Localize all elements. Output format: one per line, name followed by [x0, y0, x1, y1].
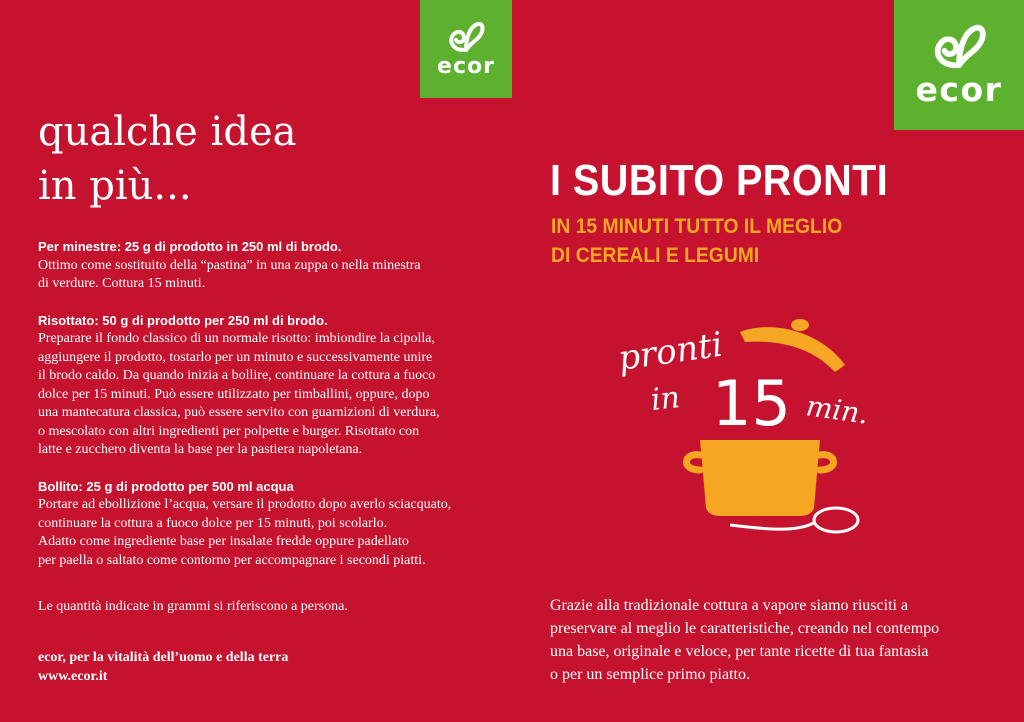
description-line: Grazie alla tradizionale cottura a vapore siamo riusciti a [550, 597, 909, 614]
usage-line: Adatto come ingrediente base per insalate fredde oppure padellato [38, 534, 409, 549]
usage-instructions [38, 238, 488, 588]
usage-bollito [38, 478, 488, 571]
illustration-word-pronti: pronti [615, 324, 726, 379]
description-line: una base, originale e veloce, per tante ricette di tua fantasia [550, 643, 929, 660]
pot-lid-icon [740, 319, 845, 372]
illustration-number-15: 15 [712, 367, 791, 440]
usage-line: o mescolato con altri ingredienti per polpette e burger. Risottato con [38, 423, 420, 439]
headline [38, 105, 296, 213]
product-subtitle [551, 212, 842, 270]
usage-line: il brodo caldo. Da quando inizia a bollire, continuare la cottura a fuoco [38, 368, 436, 383]
description-line: o per un semplice primo piatto. [550, 666, 750, 683]
usage-line: Preparare il fondo classico di un normale risotto: imbiondire la cipolla, [38, 331, 435, 346]
footer-website-link[interactable]: www.ecor.it [38, 669, 108, 684]
usage-line: Portare ad ebollizione l’acqua, versare il prodotto dopo averlo sciacquato, [38, 497, 452, 512]
product-title: I SUBITO PRONTI [550, 156, 889, 205]
subtitle-line-1: IN 15 MINUTI TUTTO IL MEGLIO [551, 215, 843, 238]
usage-line: una mantecatura classica, può essere servito con guarnizioni di verdura, [38, 405, 440, 420]
usage-line: continuare la cottura a fuoco dolce per 15 minuti, poi scolarlo. [38, 515, 388, 531]
usage-risottato [38, 312, 488, 460]
usage-line: di verdure. Cottura 15 minuti. [38, 276, 206, 291]
usage-line: dolce per 15 minuti. Può essere utilizzato per timballini, oppure, dopo [38, 386, 430, 402]
footer-tagline: ecor, per la vitalità dell’uomo e della terra [38, 650, 289, 665]
ecor-logo-small [420, 0, 512, 98]
footer [38, 648, 288, 686]
illustration-word-in: in [649, 380, 682, 418]
usage-line: per paella o saltato come contorno per accompagnare i secondi piatti. [38, 552, 426, 568]
usage-lead: Bollito: 25 g di prodotto per 500 ml acqua [38, 478, 294, 494]
quantity-note: Le quantità indicate in grammi si riferiscono a persona. [38, 599, 348, 614]
usage-line: aggiungere il prodotto, tostarlo per un minuto e successivamente unire [38, 349, 433, 365]
pot-icon [686, 440, 833, 516]
usage-minestre [38, 238, 488, 294]
headline-line-1: qualche idea [38, 108, 297, 155]
usage-lead: Risottato: 50 g di prodotto per 250 ml di brodo. [38, 312, 328, 328]
usage-line: latte e zucchero diventa la base per la pastiera napoletana. [38, 442, 363, 457]
ecor-leaf-icon [444, 20, 488, 56]
logo-text: ecor [915, 69, 1003, 109]
usage-lead: Per minestre: 25 g di prodotto in 250 ml di brodo. [38, 239, 342, 254]
usage-line: Ottimo come sostituito della “pastina” in una zuppa o nella minestra [38, 257, 421, 273]
cooking-pot-illustration [600, 310, 900, 555]
product-description [550, 594, 1000, 686]
description-line: preservare al meglio le caratteristiche, creando nel contempo [550, 620, 940, 637]
logo-text: ecor [437, 53, 495, 79]
subtitle-line-2: DI CEREALI E LEGUMI [551, 244, 760, 267]
illustration-word-min: min. [804, 389, 871, 431]
headline-line-2: in più... [38, 162, 192, 209]
